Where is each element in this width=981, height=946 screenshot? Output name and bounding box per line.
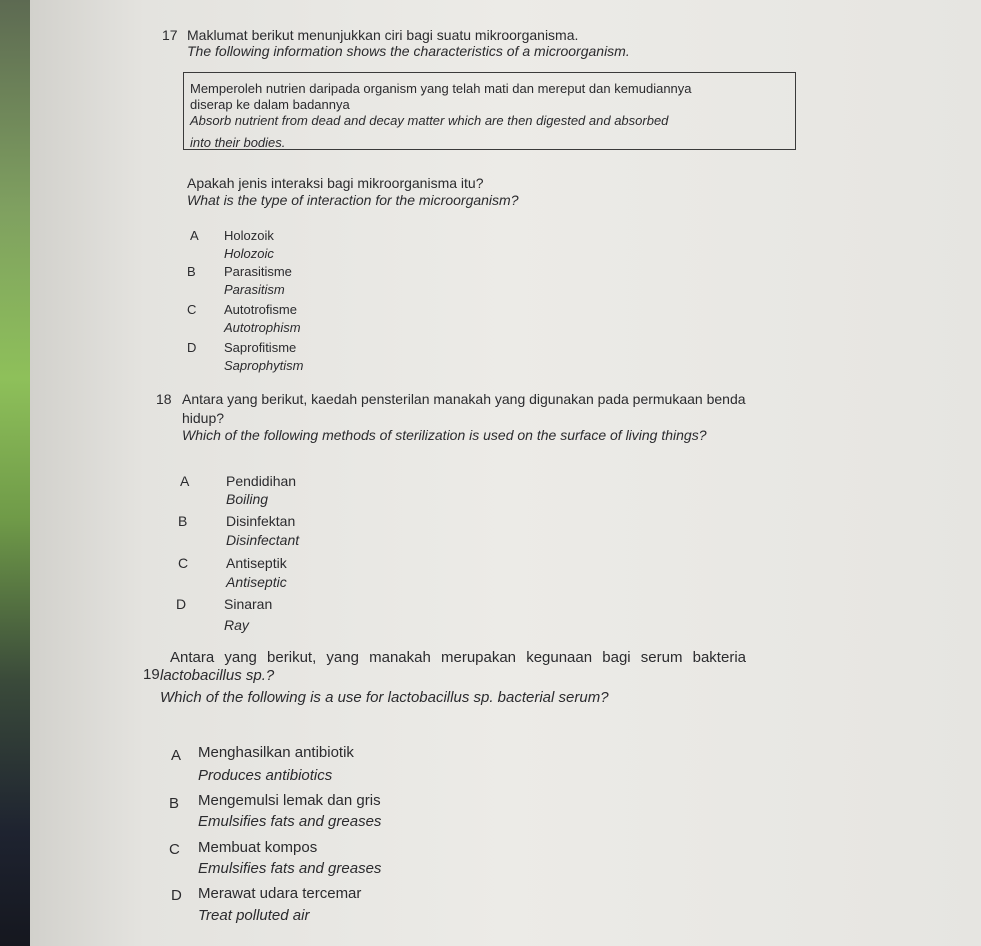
q18-option-d-en: Ray (224, 617, 249, 633)
q19-option-b-ms: Mengemulsi lemak dan gris (198, 792, 381, 809)
q18-option-b-en: Disinfectant (226, 532, 300, 548)
q19-option-d-ms: Merawat udara tercemar (198, 885, 362, 902)
q18-option-d-letter: D (176, 596, 187, 612)
q18-option-c-letter: C (178, 555, 189, 571)
q19-option-c-letter: C (169, 841, 180, 858)
background-edge (0, 0, 30, 946)
q17-question-ms: Apakah jenis interaksi bagi mikroorganisma itu? (187, 175, 484, 191)
q18-option-a-letter: A (180, 473, 190, 489)
q17-option-d-letter: D (187, 340, 197, 355)
q19-question-ms-1: Antara yang berikut, yang manakah merupakan kegunaan bagi serum bakteria (170, 649, 746, 666)
q19-option-a-en: Produces antibiotics (198, 767, 333, 784)
q17-option-b-letter: B (187, 264, 196, 279)
q19-option-c-en: Emulsifies fats and greases (198, 860, 382, 877)
q18-option-a-en: Boiling (226, 491, 269, 507)
q18-option-c-ms: Antiseptik (226, 555, 287, 571)
q17-option-b-ms: Parasitisme (224, 264, 292, 279)
q17-option-d-en: Saprophytism (224, 358, 304, 373)
q18-question-ms-1: Antara yang berikut, kaedah pensterilan manakah yang digunakan pada permukaan benda (182, 391, 746, 407)
q17-option-a-en: Holozoic (224, 246, 274, 261)
q17-option-c-letter: C (187, 302, 197, 317)
q17-box-ms-1: Memperoleh nutrien daripada organism yang telah mati dan mereput dan kemudiannya (190, 81, 692, 96)
q17-question-en: What is the type of interaction for the microorganism? (187, 192, 519, 208)
q17-number: 17 (162, 27, 178, 43)
q18-question-en: Which of the following methods of sterilization is used on the surface of living things? (182, 427, 707, 443)
q18-option-d-ms: Sinaran (224, 596, 273, 612)
q17-option-c-en: Autotrophism (224, 320, 301, 335)
q19-option-c-ms: Membuat kompos (198, 839, 318, 856)
q17-option-b-en: Parasitism (224, 282, 285, 297)
q19-option-a-ms: Menghasilkan antibiotik (198, 744, 354, 761)
q18-option-b-ms: Disinfektan (226, 513, 296, 529)
q17-option-d-ms: Saprofitisme (224, 340, 297, 355)
q17-option-a-letter: A (190, 228, 199, 243)
q17-box-en-1: Absorb nutrient from dead and decay matter which are then digested and absorbed (190, 113, 669, 128)
q19-option-b-en: Emulsifies fats and greases (198, 813, 382, 830)
q17-intro-en: The following information shows the characteristics of a microorganism. (187, 43, 630, 59)
q19-number: 19 (143, 666, 160, 683)
q18-option-a-ms: Pendidihan (226, 473, 297, 489)
q19-option-a-letter: A (171, 747, 182, 764)
q19-question-ms-2: lactobacillus sp.? (160, 667, 275, 684)
q17-option-c-ms: Autotrofisme (224, 302, 297, 317)
q19-option-d-en: Treat polluted air (198, 907, 310, 924)
q17-box-en-2: into their bodies. (190, 135, 286, 150)
q18-number: 18 (156, 391, 172, 407)
q19-option-b-letter: B (169, 795, 180, 812)
q18-option-b-letter: B (178, 513, 188, 529)
q18-question-ms-2: hidup? (182, 410, 225, 426)
q17-option-a-ms: Holozoik (224, 228, 274, 243)
q19-option-d-letter: D (171, 887, 182, 904)
q17-box-ms-2: diserap ke dalam badannya (190, 97, 350, 112)
q17-intro-ms: Maklumat berikut menunjukkan ciri bagi suatu mikroorganisma. (187, 27, 579, 43)
q19-question-en: Which of the following is a use for lactobacillus sp. bacterial serum? (160, 689, 609, 706)
q18-option-c-en: Antiseptic (226, 574, 287, 590)
